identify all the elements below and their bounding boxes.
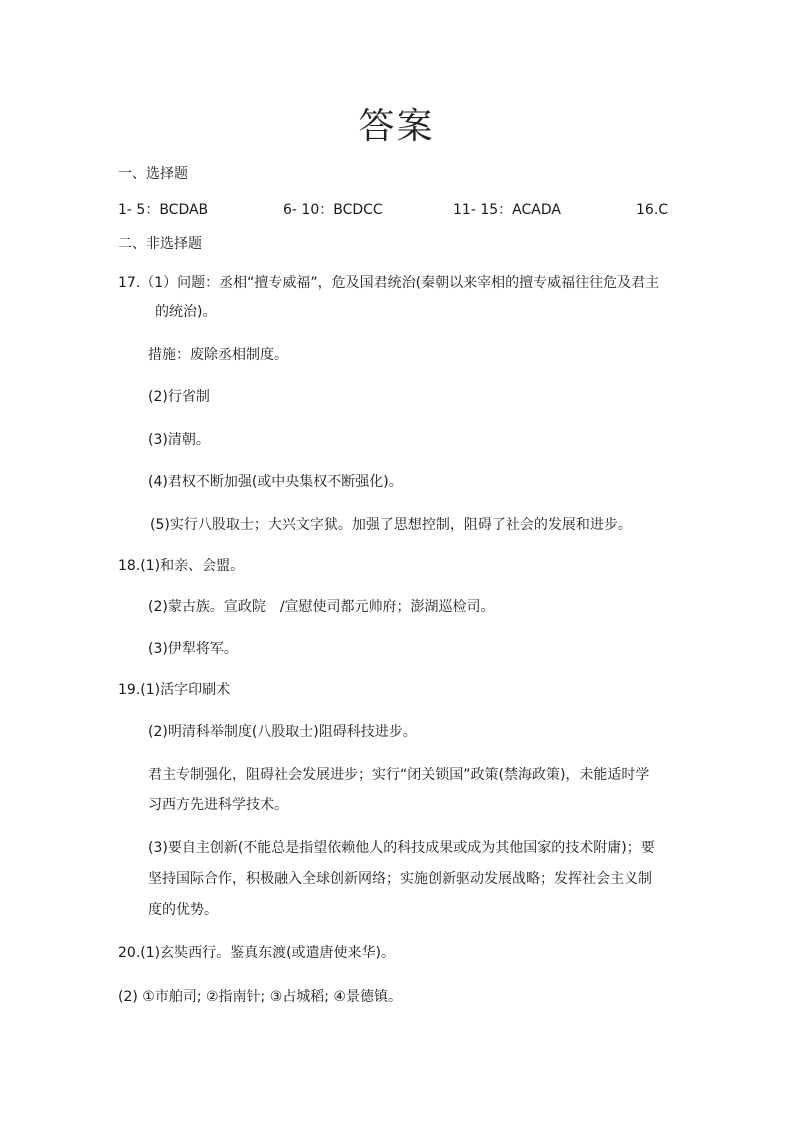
q17-measure: 措施：废除丞相制度。 <box>148 347 288 363</box>
mc-answer-16: 16.C <box>636 202 669 218</box>
q19-part1: 19.(1)活字印刷术 <box>118 682 231 698</box>
q17-part3: (3)清朝。 <box>148 432 210 448</box>
mc-answer-6-10: 6- 10：BCDCC <box>283 202 383 218</box>
q17-part2: (2)行省制 <box>148 389 210 405</box>
q20-part2: (2) ①市舶司; ②指南针; ③占城稻; ④景德镇。 <box>118 989 402 1005</box>
q17-part1-line1: 17.（1）问题：丞相“擅专威福”，危及国君统治(秦朝以来宰相的擅专威福往往危及君主 <box>118 275 660 291</box>
q19-part2b-line2: 习西方先进科学技术。 <box>148 797 288 813</box>
mc-answer-1-5: 1- 5：BCDAB <box>118 202 209 218</box>
q19-part3-line2: 坚持国际合作，积极融入全球创新网络；实施创新驱动发展战略；发挥社会主义制 <box>148 871 652 887</box>
q19-part3-line1: (3)要自主创新(不能总是指望依赖他人的科技成果或成为其他国家的技术附庸)；要 <box>148 840 655 856</box>
q17-part5: (5)实行八股取士；大兴文字狱。加强了思想控制，阻碍了社会的发展和进步。 <box>150 517 632 533</box>
q18-part3: (3)伊犁将军。 <box>148 641 238 657</box>
page-title: 答案 <box>358 106 435 147</box>
section-heading-choice: 一、选择题 <box>118 166 188 182</box>
q18-part1: 18.(1)和亲、会盟。 <box>118 558 245 574</box>
mc-answer-11-15: 11- 15：ACADA <box>453 202 561 218</box>
section-heading-nonchoice: 二、非选择题 <box>118 236 202 252</box>
q19-part2: (2)明清科举制度(八股取士)阻碍科技进步。 <box>148 724 417 740</box>
q18-part2: (2)蒙古族。宣政院 /宣慰使司都元帅府；澎湖巡检司。 <box>148 599 495 615</box>
q17-part4: (4)君权不断加强(或中央集权不断强化)。 <box>148 474 403 490</box>
q19-part2b-line1: 君主专制强化，阻碍社会发展进步；实行“闭关锁国”政策(禁海政策)，未能适时学 <box>148 767 650 783</box>
q17-part1-line2: 的统治)。 <box>155 304 217 320</box>
q19-part3-line3: 度的优势。 <box>148 902 218 918</box>
q20-part1: 20.(1)玄奘西行。鉴真东渡(或遣唐使来华)。 <box>118 945 396 961</box>
